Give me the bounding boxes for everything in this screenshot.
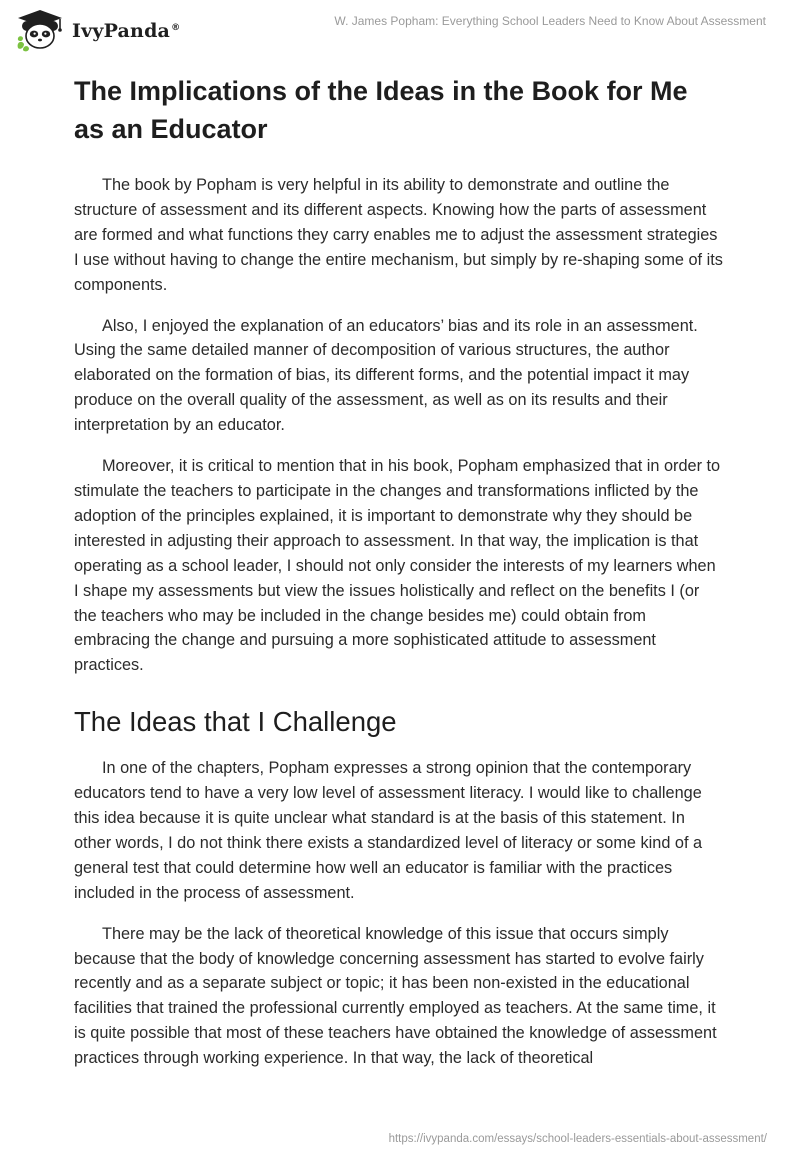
page-header — [0, 0, 800, 60]
section-challenge — [74, 704, 724, 740]
paragraph: In one of the chapters, Popham expresses a strong opinion that the contemporary educators tend to have a very low level of assessment literacy. I would like to challenge this idea because it is quite unclear what standard is at the basis of this statement. In other words, I do not think there exists a standardized level of literacy or some kind of a general test that could determine how well an educator is familiar with the practices included in the process of assessment. — [74, 759, 703, 902]
brand-name: IvyPanda® — [72, 20, 181, 42]
section-heading-implications: The Implications of the Ideas in the Book for Me as an Educator — [74, 76, 688, 144]
source-url[interactable]: https://ivypanda.com/essays/school-leaders-essentials-about-assessment/ — [388, 1133, 767, 1145]
registered-mark: ® — [171, 22, 181, 33]
paragraph: Moreover, it is critical to mention that in his book, Popham emphasized that in order to stimulate the teachers to participate in the changes and transformations inflicted by the adoption of the principles explained, it is important to demonstrate why they should be interested in adjusting their approach to assessment. In that way, the implication is that operating as a school leader, I should not only consider the interests of my learners when I shape my assessments but view the issues holistically and reflect on the benefits I (or the teachers who may be included in the change besides me) could obtain from embracing the change and pursuing a more sophisticated attitude to assessment practices. — [74, 457, 721, 675]
paragraph: The book by Popham is very helpful in its ability to demonstrate and outline the structure of assessment and its different aspects. Knowing how the parts of assessment are formed and what functions they carry enables me to adjust the assessment strategies I use without having to change the entire mechanism, but simply by re-shaping some of its components. — [74, 176, 723, 294]
ivypanda-logo[interactable] — [14, 8, 180, 52]
panda-graduate-icon — [14, 8, 66, 52]
paragraph: There may be the lack of theoretical knowledge of this issue that occurs simply because that the body of knowledge concerning assessment has started to evolve fairly recently and as a separate subject or topic; it has been non-existed in the educational facilities that trained the professional currently employed as teachers. At the same time, it is quite possible that most of these teachers have obtained the knowledge of assessment practices through working experience. In that way, the lack of theoretical — [74, 924, 717, 1068]
section-implications — [74, 72, 724, 148]
section-heading-challenge: The Ideas that I Challenge — [74, 706, 397, 738]
paragraph: Also, I enjoyed the explanation of an educators’ bias and its role in an assessment. Using the same detailed manner of decomposition of various structures, the author elaborated on the formation of bias, its different forms, and the potential impact it may produce on the overall quality of the assessment, as well as on its results and their interpretation by an educator. — [74, 316, 698, 435]
document-reference: W. James Popham: Everything School Leaders Need to Know About Assessment — [334, 14, 766, 28]
essay-body — [74, 72, 724, 1071]
